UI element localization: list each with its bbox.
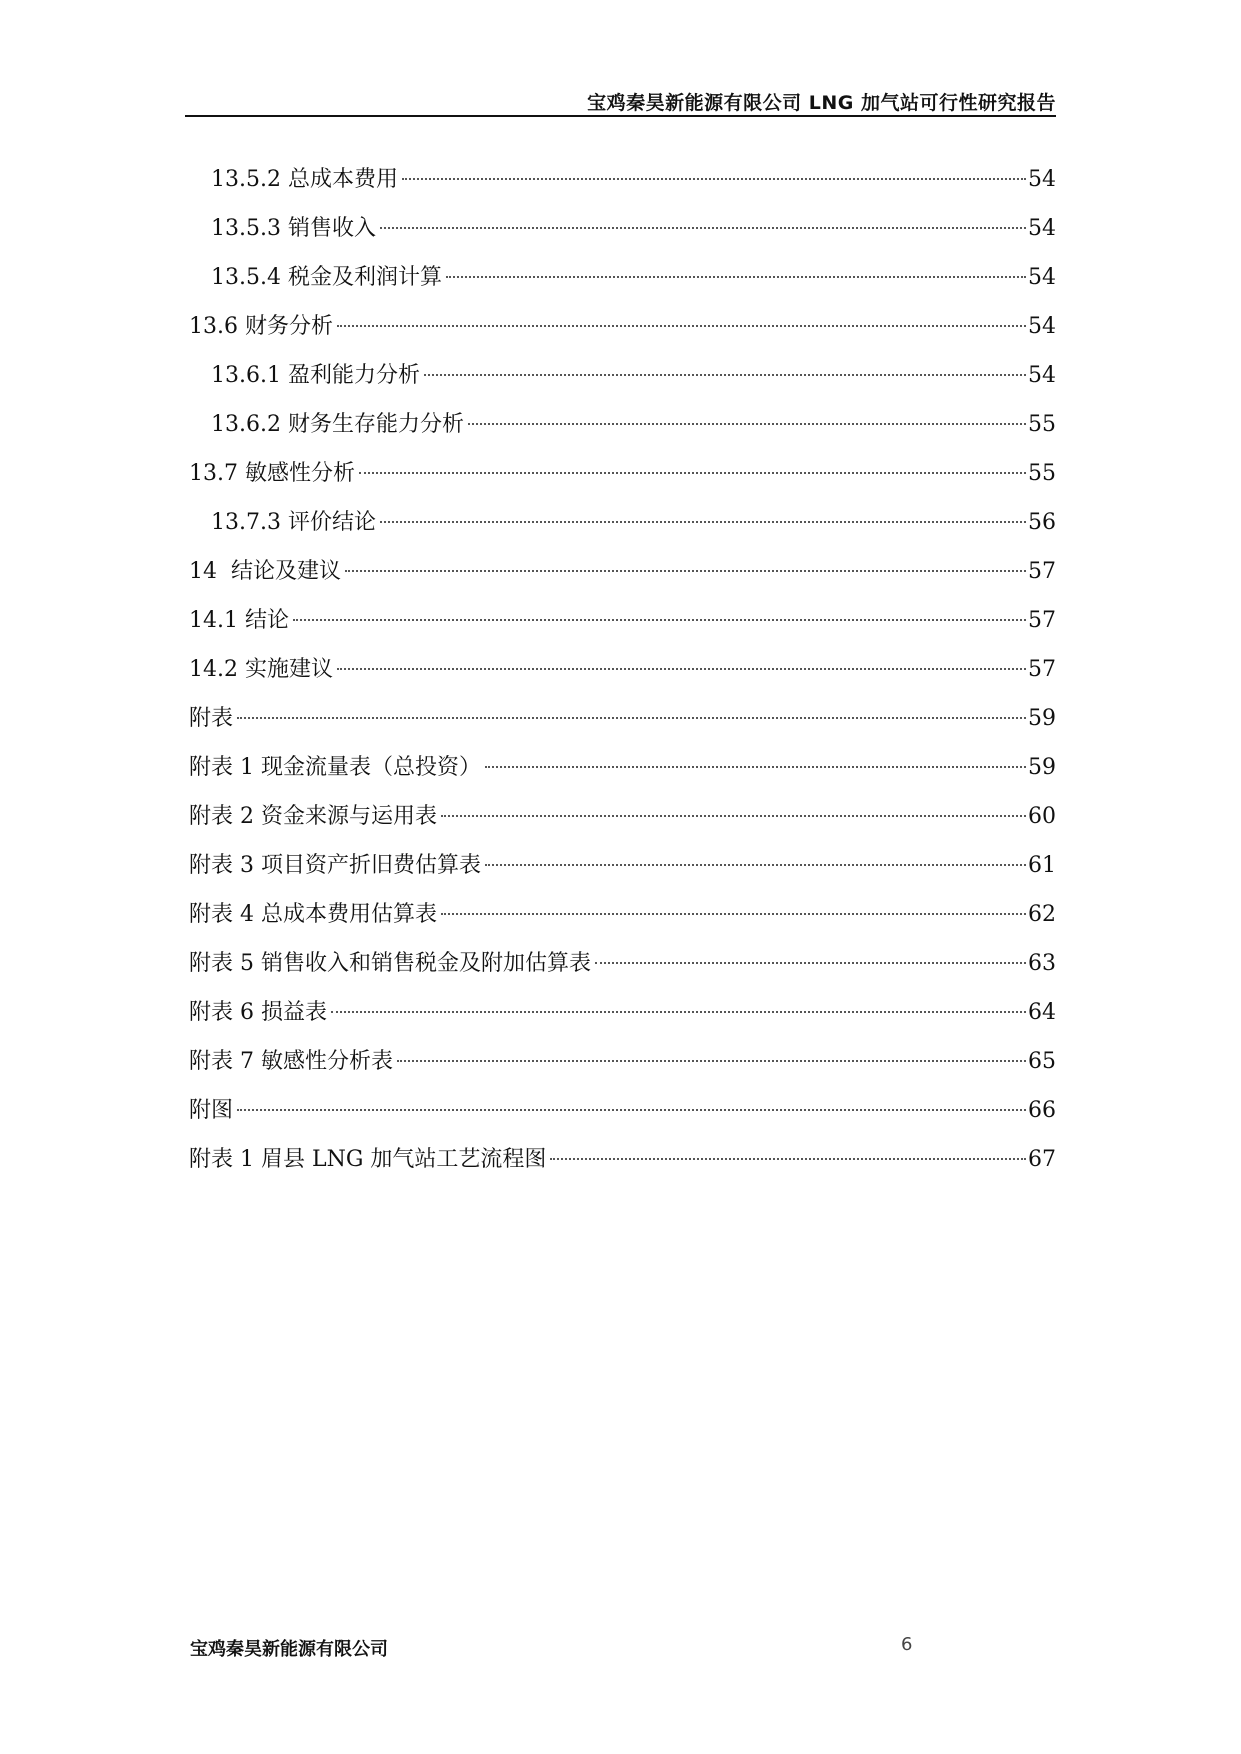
toc-entry-label: 附表 1 现金流量表（总投资） [189, 755, 481, 780]
header-divider [185, 115, 1056, 117]
toc-entry[interactable] [189, 253, 1056, 302]
toc-entry-label: 附表 3 项目资产折旧费估算表 [189, 853, 481, 878]
toc-entry-page: 57 [1028, 559, 1056, 584]
toc-dot-leader [380, 227, 1026, 229]
toc-entry-label: 附图 [189, 1098, 234, 1123]
toc-entry-page: 67 [1028, 1147, 1056, 1172]
toc-entry-page: 62 [1028, 902, 1056, 927]
toc-entry[interactable] [189, 988, 1056, 1037]
toc-entry-page: 60 [1028, 804, 1056, 829]
toc-entry-page: 63 [1028, 951, 1056, 976]
toc-entry[interactable] [189, 547, 1056, 596]
toc-entry[interactable] [189, 204, 1056, 253]
toc-entry-label: 13.5.3 销售收入 [211, 216, 376, 241]
toc-entry[interactable] [189, 1086, 1056, 1135]
toc-dot-leader [397, 1060, 1026, 1062]
toc-dot-leader [446, 276, 1026, 278]
toc-entry-label: 14.2 实施建议 [189, 657, 333, 682]
table-of-contents [189, 155, 1056, 1184]
toc-entry-page: 59 [1028, 755, 1056, 780]
toc-entry-label: 13.5.4 税金及利润计算 [211, 265, 442, 290]
footer-company: 宝鸡秦昊新能源有限公司 [190, 1639, 388, 1660]
toc-entry-page: 54 [1028, 265, 1056, 290]
toc-entry-label: 14 结论及建议 [189, 559, 341, 584]
toc-entry-label: 14.1 结论 [189, 608, 289, 633]
toc-entry[interactable] [189, 841, 1056, 890]
toc-entry[interactable] [189, 400, 1056, 449]
toc-dot-leader [485, 766, 1026, 768]
toc-entry[interactable] [189, 743, 1056, 792]
toc-dot-leader [331, 1011, 1026, 1013]
toc-entry-page: 55 [1028, 461, 1056, 486]
toc-entry-page: 57 [1028, 608, 1056, 633]
toc-entry[interactable] [189, 1037, 1056, 1086]
toc-entry[interactable] [189, 694, 1056, 743]
toc-entry[interactable] [189, 498, 1056, 547]
toc-entry[interactable] [189, 792, 1056, 841]
toc-entry[interactable] [189, 351, 1056, 400]
toc-entry-label: 附表 2 资金来源与运用表 [189, 804, 437, 829]
toc-entry-label: 附表 4 总成本费用估算表 [189, 902, 437, 927]
toc-entry-page: 61 [1028, 853, 1056, 878]
toc-entry-page: 54 [1028, 216, 1056, 241]
toc-dot-leader [468, 423, 1026, 425]
toc-dot-leader [380, 521, 1026, 523]
toc-dot-leader [345, 570, 1026, 572]
toc-entry-label: 附表 7 敏感性分析表 [189, 1049, 393, 1074]
toc-entry-page: 54 [1028, 363, 1056, 388]
toc-dot-leader [550, 1158, 1026, 1160]
toc-entry-page: 65 [1028, 1049, 1056, 1074]
toc-dot-leader [441, 815, 1026, 817]
toc-entry-page: 66 [1028, 1098, 1056, 1123]
toc-entry[interactable] [189, 645, 1056, 694]
toc-entry-label: 13.7.3 评价结论 [211, 510, 376, 535]
toc-entry[interactable] [189, 1135, 1056, 1184]
toc-dot-leader [595, 962, 1026, 964]
toc-entry-label: 附表 1 眉县 LNG 加气站工艺流程图 [189, 1147, 547, 1172]
toc-entry-label: 13.5.2 总成本费用 [211, 167, 398, 192]
toc-entry-label: 13.6.2 财务生存能力分析 [211, 412, 464, 437]
toc-entry-page: 59 [1028, 706, 1056, 731]
toc-entry-page: 56 [1028, 510, 1056, 535]
toc-entry-page: 64 [1028, 1000, 1056, 1025]
toc-entry[interactable] [189, 302, 1056, 351]
toc-entry-page: 54 [1028, 314, 1056, 339]
toc-entry-page: 54 [1028, 167, 1056, 192]
toc-dot-leader [237, 1109, 1026, 1111]
footer-page-number: 6 [901, 1634, 913, 1655]
toc-entry-page: 57 [1028, 657, 1056, 682]
toc-entry[interactable] [189, 890, 1056, 939]
toc-entry[interactable] [189, 155, 1056, 204]
toc-entry-label: 附表 5 销售收入和销售税金及附加估算表 [189, 951, 591, 976]
toc-entry-label: 13.7 敏感性分析 [189, 461, 355, 486]
toc-dot-leader [293, 619, 1026, 621]
toc-entry-page: 55 [1028, 412, 1056, 437]
toc-entry[interactable] [189, 596, 1056, 645]
toc-entry-label: 附表 6 损益表 [189, 1000, 327, 1025]
toc-dot-leader [424, 374, 1026, 376]
toc-dot-leader [485, 864, 1026, 866]
toc-entry-label: 13.6.1 盈利能力分析 [211, 363, 420, 388]
toc-dot-leader [337, 325, 1026, 327]
toc-entry[interactable] [189, 449, 1056, 498]
toc-dot-leader [337, 668, 1026, 670]
header-title: 宝鸡秦昊新能源有限公司 LNG 加气站可行性研究报告 [587, 92, 1056, 114]
toc-entry-label: 附表 [189, 706, 234, 731]
toc-dot-leader [359, 472, 1026, 474]
toc-dot-leader [237, 717, 1026, 719]
toc-dot-leader [441, 913, 1026, 915]
toc-entry-label: 13.6 财务分析 [189, 314, 333, 339]
toc-dot-leader [402, 178, 1026, 180]
toc-entry[interactable] [189, 939, 1056, 988]
